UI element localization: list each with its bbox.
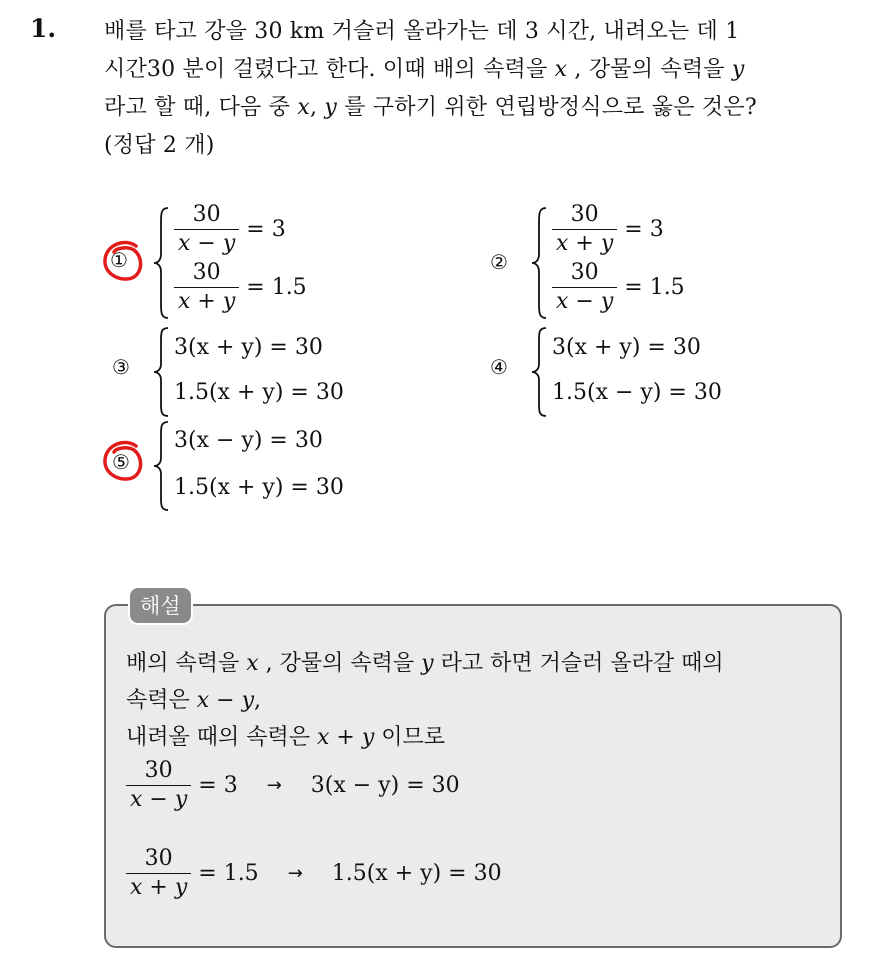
solution-line-3: 내려올 때의 속력은 x + y 이므로 [126, 725, 446, 750]
question-text: , [309, 95, 325, 120]
choice-2-brace [530, 206, 550, 320]
choice-1-equation-1: $\frac{30}{x - y}$ = 3 [174, 204, 286, 255]
choice-5-marker[interactable]: ⑤ [112, 450, 130, 474]
question-line-2 [104, 52, 745, 83]
choice-3-marker[interactable]: ③ [112, 355, 130, 379]
choice-4-marker[interactable]: ④ [490, 355, 508, 379]
choice-2-equation-1: $\frac{30}{x + y}$ = 3 [552, 204, 664, 255]
choice-4-brace [530, 326, 550, 418]
question-line-4: (정답 2 개) [104, 133, 215, 158]
arrow-right-icon: → [266, 775, 282, 796]
variable-x: x [297, 95, 310, 120]
choice-2-marker[interactable]: ② [490, 250, 508, 274]
variable-y: y [324, 95, 337, 120]
arrow-right-icon: → [287, 863, 303, 884]
selected-circle-mark [100, 438, 146, 484]
solution-equation-a: $\frac{30}{x - y}$ = 3 → 3(x − y) = 30 [126, 760, 460, 811]
choice-1-marker[interactable]: ① [110, 248, 128, 272]
fraction: $\frac{30}{x - y}$ [126, 760, 191, 811]
question-line-3 [104, 90, 757, 121]
selected-circle-mark [100, 238, 146, 284]
choice-3-equation-2: 1.5(x + y) = 30 [174, 380, 344, 405]
choice-5-equation-2: 1.5(x + y) = 30 [174, 475, 344, 500]
solution-line-1: 배의 속력을 x , 강물의 속력을 y 라고 하면 거슬러 올라갈 때의 [126, 651, 724, 676]
choice-5-brace [152, 420, 172, 512]
fraction: $\frac{30}{x + y}$ [126, 848, 191, 899]
solution-tag: 해설 [128, 586, 193, 625]
question-number: 1. [30, 14, 57, 43]
question-text: 를 구하기 위한 연립방정식으로 옳은 것은? [336, 95, 757, 120]
question-text: 라고 할 때, 다음 중 [104, 95, 298, 120]
choice-1-equation-2: $\frac{30}{x + y}$ = 1.5 [174, 262, 307, 313]
fraction: $\frac{30}{x + y}$ [552, 204, 617, 255]
choice-1-brace [152, 206, 172, 320]
solution-equation-b: $\frac{30}{x + y}$ = 1.5 → 1.5(x + y) = 30 [126, 848, 502, 899]
fraction: $\frac{30}{x + y}$ [174, 262, 239, 313]
choice-5-equation-1: 3(x − y) = 30 [174, 428, 323, 453]
fraction: $\frac{30}{x - y}$ [552, 262, 617, 313]
question-line-1: 배를 타고 강을 30 km 거슬러 올라가는 데 3 시간, 내려오는 데 1 [104, 19, 740, 44]
question-text: , 강물의 속력을 [567, 57, 732, 82]
question-text: 시간30 분이 걸렸다고 한다. 이때 배의 속력을 [104, 57, 555, 82]
variable-y: y [731, 57, 745, 82]
choice-3-equation-1: 3(x + y) = 30 [174, 335, 323, 360]
choice-4-equation-1: 3(x + y) = 30 [552, 335, 701, 360]
choice-4-equation-2: 1.5(x − y) = 30 [552, 380, 722, 405]
solution-line-2: 속력은 x − y, [126, 688, 262, 713]
fraction: $\frac{30}{x - y}$ [174, 204, 239, 255]
choice-2-equation-2: $\frac{30}{x - y}$ = 1.5 [552, 262, 685, 313]
choice-3-brace [152, 326, 172, 418]
variable-x: x [554, 57, 568, 82]
